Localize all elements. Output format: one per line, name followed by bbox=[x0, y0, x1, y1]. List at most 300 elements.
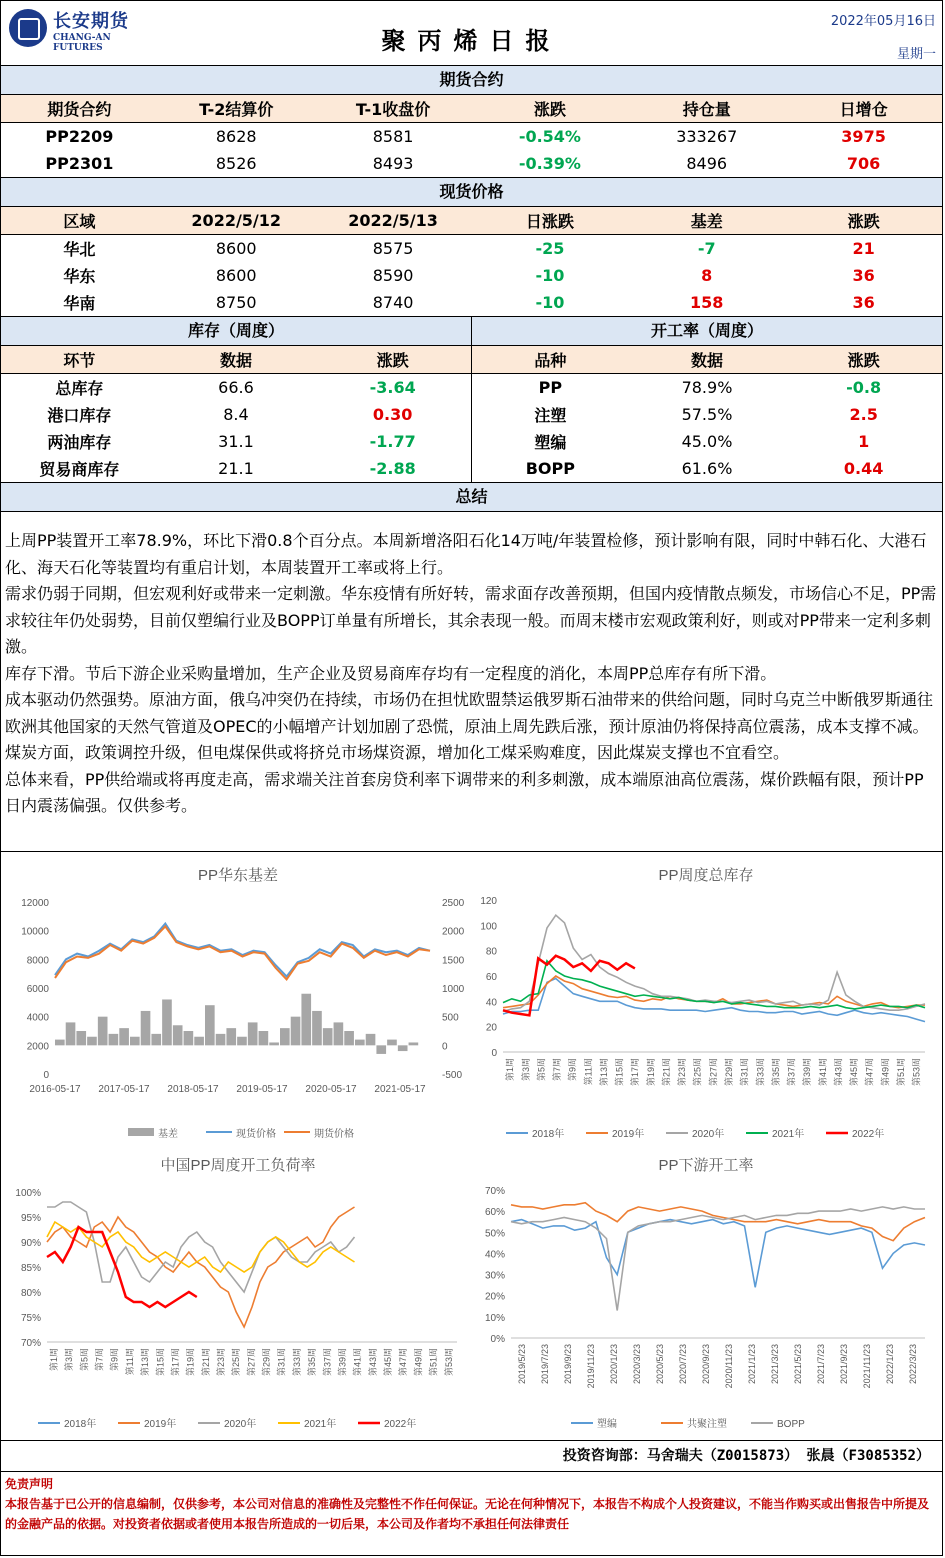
x-tick-label: 第3周 bbox=[64, 1348, 75, 1372]
y-tick-label: 10000 bbox=[21, 926, 49, 938]
x-tick-label: 2020/9/23 bbox=[700, 1344, 711, 1385]
y-tick-label: 70% bbox=[484, 1186, 505, 1197]
logo-en: CHANG-AN FUTURES bbox=[53, 33, 111, 53]
basis-bar bbox=[109, 1034, 119, 1045]
x-tick-label: 2021/9/23 bbox=[838, 1344, 849, 1385]
y-tick-label: 80% bbox=[20, 1288, 41, 1299]
table-row bbox=[1, 455, 471, 482]
x-tick-label: 第47周 bbox=[398, 1348, 409, 1377]
basis-bar bbox=[130, 1037, 140, 1046]
label-cell: PP bbox=[538, 378, 563, 397]
summary-paragraph: 库存下滑。节后下游企业采购量增加，生产企业及贸易商库存均有一定程度的消化，本周PP总库存有所下滑。 bbox=[5, 663, 777, 683]
basis-bar bbox=[259, 1031, 269, 1045]
basis-bar bbox=[376, 1045, 386, 1054]
data-cell: 8581 bbox=[372, 127, 414, 146]
data-cell: 8575 bbox=[372, 239, 414, 258]
x-tick-label: 第19周 bbox=[645, 1058, 656, 1087]
col-header: 基差 bbox=[628, 207, 785, 235]
x-tick-label: 第17周 bbox=[170, 1348, 181, 1377]
col-header: 数据 bbox=[158, 346, 315, 374]
col-header: 期货合约 bbox=[1, 95, 158, 123]
col-header: 涨跌 bbox=[471, 95, 628, 123]
table-row bbox=[472, 455, 942, 482]
change-cell: 706 bbox=[846, 154, 881, 173]
x-tick-label: 第1周 bbox=[505, 1058, 516, 1082]
series-line-2018年 bbox=[503, 979, 925, 1022]
legend-swatch bbox=[128, 1128, 154, 1136]
x-tick-label: 第9周 bbox=[567, 1058, 578, 1082]
x-tick-label: 第51周 bbox=[895, 1058, 906, 1087]
basis-bar bbox=[98, 1017, 108, 1046]
x-tick-label: 第19周 bbox=[185, 1348, 196, 1377]
change-cell: -1.77 bbox=[369, 432, 416, 451]
y-tick-label: 120 bbox=[480, 896, 497, 907]
x-tick-label: 第27周 bbox=[708, 1058, 719, 1087]
x-tick-label: 第49周 bbox=[413, 1348, 424, 1377]
x-tick-label: 2019/7/23 bbox=[539, 1344, 550, 1385]
x-tick-label: 第1周 bbox=[48, 1348, 59, 1372]
y2-tick-label: 500 bbox=[442, 1012, 459, 1024]
series-line-2020年 bbox=[47, 1202, 355, 1292]
data-cell: 8600 bbox=[215, 266, 257, 285]
summary-band: 总结 bbox=[1, 483, 942, 512]
change-cell: 36 bbox=[852, 266, 875, 285]
x-tick-label: 第11周 bbox=[124, 1348, 135, 1376]
region-cell: 华北 bbox=[63, 240, 96, 259]
y-tick-label: 12000 bbox=[21, 898, 49, 909]
operating-table bbox=[472, 346, 942, 482]
data-cell: 61.6% bbox=[681, 459, 733, 478]
y-tick-label: 50% bbox=[484, 1228, 505, 1240]
data-cell: 45.0% bbox=[681, 432, 733, 451]
table-row bbox=[1, 289, 942, 316]
y2-tick-label: 1500 bbox=[442, 955, 465, 967]
x-tick-label: 第41周 bbox=[352, 1348, 363, 1377]
y-tick-label: 90% bbox=[20, 1238, 41, 1249]
summary-paragraph: 需求仍弱于同期，但宏观利好或带来一定刺激。华东疫情有所好转，需求面存改善预期，但国内疫情散点频发，市场信心不足，PP需求较往年仍处弱势，目前仅塑编行业及BOPP订单量有所增长，其余表现一般。而周末楼市宏观政策利好，则或对PP带来一定利多刺激。 bbox=[5, 584, 937, 656]
x-tick-label: 第3周 bbox=[520, 1058, 531, 1082]
y-tick-label: 80 bbox=[485, 946, 497, 958]
x-tick-label: 2019/5/23 bbox=[516, 1344, 527, 1385]
basis-bar bbox=[312, 1011, 322, 1045]
x-tick-label: 第7周 bbox=[94, 1348, 105, 1372]
y-tick-label: 75% bbox=[20, 1313, 41, 1324]
spot-band: 现货价格 bbox=[1, 178, 942, 207]
x-tick-label: 第53周 bbox=[443, 1348, 454, 1377]
x-tick-label: 第21周 bbox=[661, 1058, 672, 1087]
label-cell: 注塑 bbox=[534, 406, 567, 425]
report-weekday: 星期一 bbox=[896, 47, 936, 62]
data-cell: 78.9% bbox=[681, 378, 733, 397]
basis-bar bbox=[141, 1011, 151, 1045]
basis-cell: 158 bbox=[690, 293, 724, 312]
contract-cell: PP2301 bbox=[45, 154, 114, 173]
downstream-chart-svg bbox=[473, 1152, 939, 1437]
x-tick-label: 第25周 bbox=[231, 1348, 242, 1377]
downstream-chart bbox=[473, 1152, 939, 1437]
x-tick-label: 第15周 bbox=[614, 1058, 625, 1087]
charts-area bbox=[1, 852, 942, 1441]
change-cell: -0.8 bbox=[846, 378, 882, 397]
legend-label: 2022年 bbox=[384, 1419, 417, 1430]
x-tick-label: 2021-05-17 bbox=[374, 1084, 426, 1095]
col-header: 区域 bbox=[1, 207, 158, 235]
data-cell: 21.1 bbox=[218, 459, 254, 478]
chart-title: PP周度总库存 bbox=[658, 867, 754, 884]
basis-bar bbox=[76, 1031, 86, 1045]
table-header-row bbox=[472, 346, 942, 374]
y-tick-label: 4000 bbox=[26, 1012, 49, 1024]
basis-bar bbox=[119, 1028, 129, 1045]
data-cell: 57.5% bbox=[681, 405, 733, 424]
inventory-panel bbox=[1, 317, 472, 482]
col-header: T-2结算价 bbox=[158, 95, 315, 123]
x-tick-label: 2021/1/23 bbox=[746, 1344, 757, 1385]
x-tick-label: 2019-05-17 bbox=[236, 1084, 288, 1095]
label-cell: 两油库存 bbox=[47, 433, 112, 452]
data-cell: 8740 bbox=[372, 293, 414, 312]
table-row bbox=[1, 428, 471, 455]
series-line-塑编 bbox=[511, 1220, 925, 1288]
x-tick-label: 2020/7/23 bbox=[677, 1344, 688, 1385]
basis-bar bbox=[87, 1037, 97, 1046]
x-tick-label: 第53周 bbox=[911, 1058, 922, 1087]
load-chart-svg bbox=[5, 1152, 471, 1437]
change-cell: 1 bbox=[858, 432, 870, 451]
series-line-2022年 bbox=[47, 1227, 197, 1307]
x-tick-label: 第25周 bbox=[692, 1058, 703, 1087]
series-line-2020年 bbox=[503, 915, 925, 1011]
basis-bar bbox=[205, 1005, 215, 1045]
x-tick-label: 2019/9/23 bbox=[562, 1344, 573, 1385]
x-tick-label: 第33周 bbox=[291, 1348, 302, 1377]
basis-bar bbox=[409, 1042, 419, 1045]
y-tick-label: 60% bbox=[484, 1207, 505, 1219]
table-row bbox=[1, 262, 942, 289]
basis-bar bbox=[55, 1040, 65, 1046]
x-tick-label: 第29周 bbox=[724, 1058, 735, 1087]
col-header: 2022/5/13 bbox=[315, 207, 472, 235]
y2-tick-label: 2000 bbox=[442, 926, 465, 938]
x-tick-label: 第37周 bbox=[786, 1058, 797, 1087]
change-cell: 36 bbox=[852, 293, 875, 312]
x-tick-label: 第51周 bbox=[428, 1348, 439, 1377]
x-tick-label: 2019/11/23 bbox=[585, 1344, 596, 1389]
change-cell: 0.44 bbox=[843, 459, 884, 478]
y-tick-label: 60 bbox=[485, 972, 497, 983]
disclaimer-text: 本报告基于已公开的信息编制，仅供参考，本公司对信息的准确性及完整性不作任何保证。无论在何种情况下，本报告不构成个人投资建议，不能当作购买或出售报告中所提及的金融产品的依据。对投资者依据或者使用本报告所造成的一切后果，本公司及作者均不承担任何法律责任 bbox=[5, 1497, 930, 1531]
chart-title: PP下游开工率 bbox=[658, 1157, 754, 1174]
change-cell: -0.39% bbox=[518, 154, 581, 173]
legend-label: 共聚注塑 bbox=[687, 1419, 727, 1430]
x-tick-label: 第31周 bbox=[276, 1348, 287, 1377]
change-cell: -10 bbox=[535, 266, 565, 285]
y-tick-label: 40% bbox=[484, 1249, 505, 1261]
basis-bar bbox=[66, 1022, 76, 1045]
col-header: 持仓量 bbox=[628, 95, 785, 123]
inventory-chart-svg bbox=[473, 862, 939, 1147]
col-header: T-1收盘价 bbox=[315, 95, 472, 123]
data-cell: 8628 bbox=[215, 127, 257, 146]
basis-bar bbox=[355, 1040, 365, 1046]
x-tick-label: 第23周 bbox=[677, 1058, 688, 1087]
futures-table bbox=[1, 95, 942, 177]
basis-cell: -7 bbox=[697, 239, 716, 258]
label-cell: BOPP bbox=[525, 459, 575, 478]
legend-label: 2022年 bbox=[852, 1129, 885, 1140]
basis-bar bbox=[301, 994, 311, 1046]
col-header: 数据 bbox=[629, 346, 786, 374]
table-row bbox=[472, 401, 942, 428]
x-tick-label: 第7周 bbox=[552, 1058, 563, 1082]
col-header: 品种 bbox=[472, 346, 629, 374]
table-row bbox=[1, 123, 942, 151]
y-tick-label: 2000 bbox=[26, 1041, 49, 1053]
y-tick-label: 10% bbox=[484, 1312, 505, 1324]
basis-bar bbox=[334, 1022, 344, 1045]
basis-chart-svg bbox=[5, 862, 471, 1147]
basis-bar bbox=[398, 1045, 408, 1051]
legend-label: 基差 bbox=[158, 1129, 178, 1140]
label-cell: 塑编 bbox=[534, 433, 567, 452]
table-row bbox=[1, 401, 471, 428]
col-header: 2022/5/12 bbox=[158, 207, 315, 235]
logo-cn: 长安期货 bbox=[53, 11, 129, 32]
legend-label: 塑编 bbox=[597, 1419, 617, 1430]
basis-bar bbox=[184, 1031, 194, 1045]
spot-section bbox=[1, 178, 942, 317]
y-tick-label: 85% bbox=[20, 1263, 41, 1274]
col-header: 涨跌 bbox=[785, 346, 942, 374]
futures-band: 期货合约 bbox=[1, 66, 942, 95]
change-cell: -3.64 bbox=[369, 378, 416, 397]
x-tick-label: 第5周 bbox=[536, 1058, 547, 1082]
basis-bar bbox=[194, 1037, 204, 1046]
report-title: 聚丙烯日报 bbox=[381, 27, 562, 55]
table-row bbox=[1, 150, 942, 177]
spot-table bbox=[1, 207, 942, 316]
disclaimer-title: 免责声明 bbox=[5, 1477, 54, 1491]
load-chart bbox=[5, 1152, 471, 1437]
col-header: 涨跌 bbox=[785, 207, 942, 235]
x-tick-label: 第43周 bbox=[367, 1348, 378, 1377]
table-row bbox=[1, 235, 942, 263]
x-tick-label: 第17周 bbox=[630, 1058, 641, 1087]
x-tick-label: 2021/7/23 bbox=[815, 1344, 826, 1385]
label-cell: 港口库存 bbox=[47, 406, 112, 425]
legend-label: 2020年 bbox=[692, 1129, 725, 1140]
y2-tick-label: 2500 bbox=[442, 898, 465, 909]
summary-paragraph: 成本驱动仍然强势。原油方面，俄乌冲突仍在持续，市场仍在担忧欧盟禁运俄罗斯石油带来的供给问题，同时乌克兰中断俄罗斯通往欧洲其他国家的天然气管道及OPEC的小幅增产计划加剧了恐慌，原油上周先跌后涨，预计原油仍将保持高位震荡，成本支撑不减。煤炭方面，政策调控升级，但电煤保供或将挤兑市场煤资源，增加化工煤采购难度，因此煤炭支撑也不宜看空。 bbox=[5, 690, 934, 762]
x-tick-label: 第13周 bbox=[598, 1058, 609, 1087]
table-header-row bbox=[1, 95, 942, 123]
operating-panel bbox=[472, 317, 942, 482]
x-tick-label: 第15周 bbox=[155, 1348, 166, 1377]
table-row bbox=[472, 374, 942, 402]
x-tick-label: 2018-05-17 bbox=[167, 1084, 219, 1095]
chart-title: PP华东基差 bbox=[197, 867, 279, 884]
inventory-band: 库存（周度） bbox=[1, 317, 471, 346]
basis-bar bbox=[226, 1028, 236, 1045]
x-tick-label: 第35周 bbox=[770, 1058, 781, 1087]
basis-bar bbox=[366, 1034, 376, 1045]
region-cell: 华东 bbox=[63, 267, 96, 286]
contract-cell: PP2209 bbox=[45, 127, 114, 146]
y-tick-label: 20 bbox=[485, 1022, 497, 1034]
col-header: 涨跌 bbox=[314, 346, 471, 374]
x-tick-label: 第27周 bbox=[246, 1348, 257, 1377]
x-tick-label: 2016-05-17 bbox=[29, 1084, 81, 1095]
x-tick-label: 第43周 bbox=[833, 1058, 844, 1087]
basis-bar bbox=[173, 1025, 183, 1045]
change-cell: -10 bbox=[535, 293, 565, 312]
label-cell: 总库存 bbox=[55, 379, 104, 398]
basis-bar bbox=[387, 1040, 397, 1046]
x-tick-label: 第35周 bbox=[307, 1348, 318, 1377]
data-cell: 8590 bbox=[372, 266, 414, 285]
basis-bar bbox=[323, 1028, 333, 1045]
basis-bar bbox=[280, 1028, 290, 1045]
x-tick-label: 2017-05-17 bbox=[98, 1084, 150, 1095]
report-date: 2022年05月16日 bbox=[830, 14, 936, 29]
x-tick-label: 2020/3/23 bbox=[631, 1344, 642, 1385]
inventory-chart bbox=[473, 862, 939, 1147]
x-tick-label: 第45周 bbox=[849, 1058, 860, 1087]
futures-price-line bbox=[55, 926, 430, 979]
change-cell: -0.54% bbox=[518, 127, 581, 146]
y-tick-label: 30% bbox=[484, 1270, 505, 1282]
change-cell: 2.5 bbox=[849, 405, 878, 424]
summary-text bbox=[1, 512, 942, 852]
x-tick-label: 2020/5/23 bbox=[654, 1344, 665, 1385]
basis-bar bbox=[151, 1034, 161, 1045]
basis-bar bbox=[248, 1022, 258, 1045]
x-tick-label: 2022/3/23 bbox=[907, 1344, 918, 1385]
change-cell: -25 bbox=[535, 239, 565, 258]
y-tick-label: 95% bbox=[20, 1213, 41, 1224]
y-tick-label: 0 bbox=[491, 1048, 497, 1059]
y-tick-label: 20% bbox=[484, 1291, 505, 1303]
x-tick-label: 第39周 bbox=[802, 1058, 813, 1087]
legend-label: BOPP bbox=[777, 1419, 805, 1430]
x-tick-label: 第13周 bbox=[140, 1348, 151, 1377]
x-tick-label: 第49周 bbox=[880, 1058, 891, 1087]
summary-paragraph: 上周PP装置开工率78.9%，环比下滑0.8个百分点。本周新增洛阳石化14万吨/年装置检修，预计影响有限，同时中韩石化、大港石化、海天石化等装置均有重启计划，本周装置开工率或将上行。 bbox=[5, 531, 927, 577]
y-tick-label: 100% bbox=[15, 1188, 41, 1199]
x-tick-label: 第31周 bbox=[739, 1058, 750, 1087]
basis-bar bbox=[291, 1017, 301, 1046]
y-tick-label: 0 bbox=[43, 1070, 49, 1081]
data-cell: 31.1 bbox=[218, 432, 254, 451]
legend-label: 2018年 bbox=[64, 1419, 97, 1430]
data-cell: 8750 bbox=[215, 293, 257, 312]
data-cell: 66.6 bbox=[218, 378, 254, 397]
basis-cell: 8 bbox=[701, 266, 713, 285]
data-cell: 8493 bbox=[372, 154, 414, 173]
y-tick-label: 6000 bbox=[26, 984, 49, 995]
x-tick-label: 第37周 bbox=[322, 1348, 333, 1377]
x-tick-label: 第23周 bbox=[216, 1348, 227, 1377]
basis-bar bbox=[344, 1031, 354, 1045]
operating-band: 开工率（周度） bbox=[472, 317, 942, 346]
col-header: 日涨跌 bbox=[471, 207, 628, 235]
legend-label: 2019年 bbox=[144, 1419, 177, 1430]
basis-chart bbox=[5, 862, 471, 1147]
change-cell: -2.88 bbox=[369, 459, 416, 478]
x-tick-label: 第41周 bbox=[817, 1058, 828, 1087]
inventory-table bbox=[1, 346, 471, 482]
table-row bbox=[1, 374, 471, 402]
x-tick-label: 2020/1/23 bbox=[608, 1344, 619, 1385]
disclaimer bbox=[1, 1472, 942, 1536]
summary-paragraph: 总体来看，PP供给端或将再度走高，需求端关注首套房贷利率下调带来的利多刺激，成本端原油高位震荡，煤价跌幅有限，预计PP日内震荡偏强。仅供参考。 bbox=[5, 769, 924, 815]
col-header: 日增仓 bbox=[785, 95, 942, 123]
x-tick-label: 第11周 bbox=[583, 1058, 594, 1086]
data-cell: 8.4 bbox=[223, 405, 249, 424]
change-cell: 0.30 bbox=[372, 405, 413, 424]
y2-tick-label: -500 bbox=[442, 1070, 463, 1081]
y2-tick-label: 0 bbox=[442, 1041, 448, 1053]
y-tick-label: 100 bbox=[480, 921, 497, 933]
x-tick-label: 2021/3/23 bbox=[769, 1344, 780, 1385]
basis-bar bbox=[216, 1034, 226, 1045]
y-tick-label: 40 bbox=[485, 997, 497, 1009]
chart-title: 中国PP周度开工负荷率 bbox=[160, 1157, 316, 1174]
table-row bbox=[472, 428, 942, 455]
basis-bar bbox=[237, 1037, 247, 1046]
legend-label: 2020年 bbox=[224, 1419, 257, 1430]
x-tick-label: 第47周 bbox=[864, 1058, 875, 1087]
x-tick-label: 第21周 bbox=[200, 1348, 211, 1377]
x-tick-label: 第29周 bbox=[261, 1348, 272, 1377]
basis-bar bbox=[162, 999, 172, 1045]
x-tick-label: 2021/11/23 bbox=[861, 1344, 872, 1389]
y-tick-label: 0% bbox=[490, 1334, 505, 1345]
table-header-row bbox=[1, 207, 942, 235]
x-tick-label: 2020/11/23 bbox=[723, 1344, 734, 1389]
x-tick-label: 第45周 bbox=[383, 1348, 394, 1377]
legend-label: 2021年 bbox=[772, 1129, 805, 1140]
change-cell: 21 bbox=[852, 239, 875, 258]
basis-bar bbox=[269, 1042, 279, 1045]
change-cell: 3975 bbox=[841, 127, 886, 146]
y-tick-label: 8000 bbox=[26, 955, 49, 967]
x-tick-label: 第9周 bbox=[109, 1348, 120, 1372]
spot-price-line bbox=[55, 924, 430, 977]
y-tick-label: 70% bbox=[20, 1338, 41, 1349]
report-header bbox=[1, 1, 942, 66]
x-tick-label: 2021/5/23 bbox=[792, 1344, 803, 1385]
data-cell: 8496 bbox=[686, 154, 728, 173]
legend-label: 2018年 bbox=[532, 1129, 565, 1140]
x-tick-label: 第39周 bbox=[337, 1348, 348, 1377]
x-tick-label: 第5周 bbox=[79, 1348, 90, 1372]
legend-label: 期货价格 bbox=[314, 1129, 354, 1140]
x-tick-label: 2020-05-17 bbox=[305, 1084, 357, 1095]
futures-section bbox=[1, 66, 942, 178]
legend-label: 2021年 bbox=[304, 1419, 337, 1430]
col-header: 环节 bbox=[1, 346, 158, 374]
data-cell: 8600 bbox=[215, 239, 257, 258]
analysts-line: 投资咨询部：马舍瑞夫（Z0015873） 张晨（F3085352） bbox=[1, 1441, 942, 1472]
legend-label: 现货价格 bbox=[236, 1129, 276, 1140]
y2-tick-label: 1000 bbox=[442, 984, 465, 995]
label-cell: 贸易商库存 bbox=[39, 460, 120, 479]
data-cell: 333267 bbox=[676, 127, 738, 146]
data-cell: 8526 bbox=[215, 154, 257, 173]
region-cell: 华南 bbox=[63, 294, 96, 313]
legend-label: 2019年 bbox=[612, 1129, 645, 1140]
